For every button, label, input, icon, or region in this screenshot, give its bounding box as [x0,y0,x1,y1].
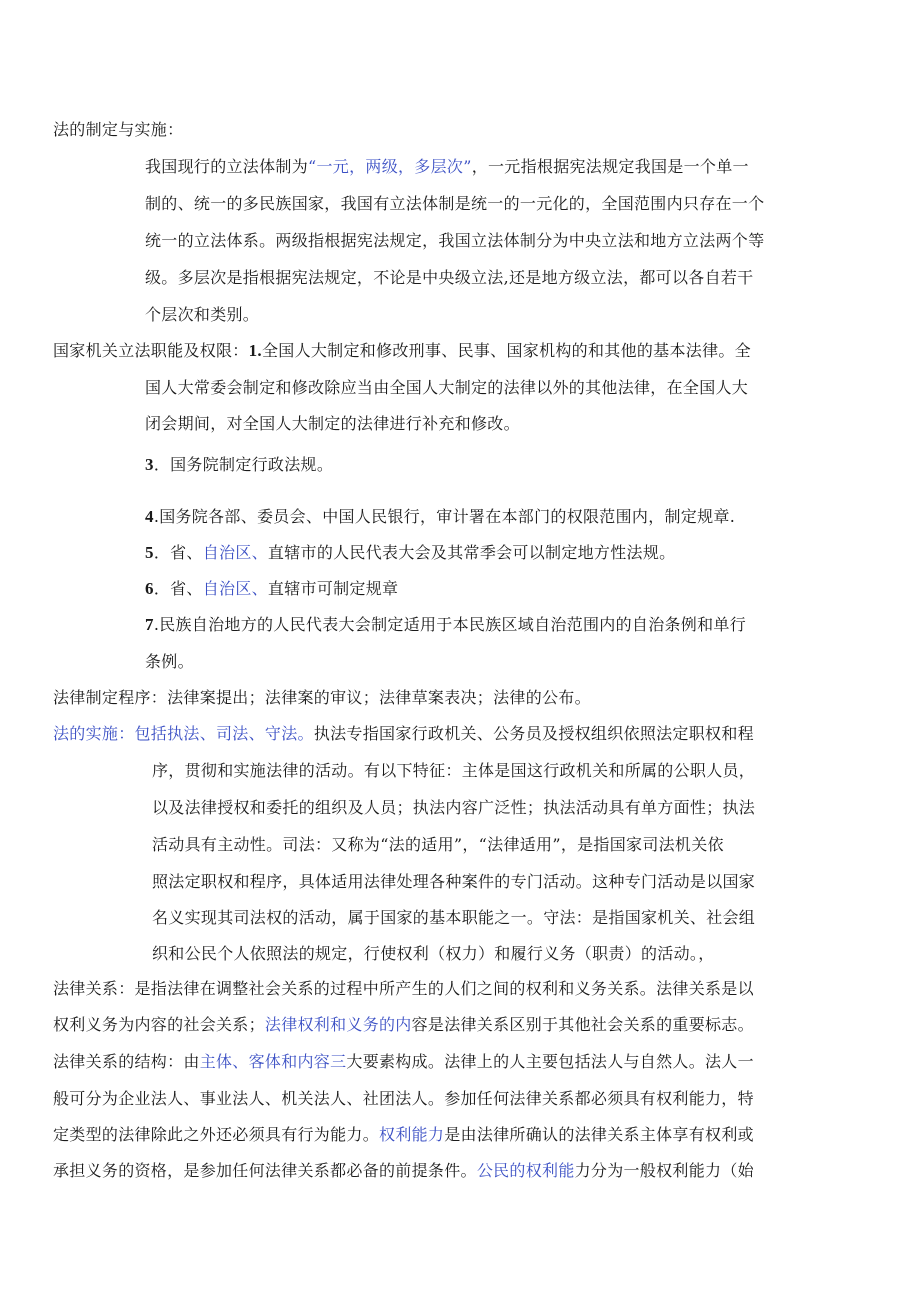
paragraph-line: 统一的立法体系。两级指根据宪法规定，我国立法体制分为中央立法和地方立法两个等 [145,231,765,250]
text-run: 定类型的法律除此之外还必须具有行为能力。 [53,1125,380,1144]
text-run: ．省、 [153,543,203,562]
powers-item-3 [145,455,333,475]
text-run: 我国现行的立法体制为 [145,157,309,176]
section-structure [53,1052,754,1072]
section-heading-legislation: 法的制定与实施： [53,120,184,139]
highlight-text: 法的实施：包括执法、司法、守法。 [53,724,314,743]
paragraph-line [53,1015,754,1035]
text-run: 直辖市可制定规章 [267,579,399,598]
text-run: 力分为一般权利能力（始 [574,1161,754,1180]
paragraph-line: 序，贯彻和实施法律的活动。有以下特征：主体是国这行政机关和所属的公职人员， [152,761,756,780]
powers-item-6 [145,579,398,599]
text-run: 权利义务为内容的社会关系； [53,1015,265,1034]
paragraph-line: 条例。 [145,652,194,671]
paragraph-line: 名义实现其司法权的活动，属于国家的基本职能之一。守法：是指国家机关、社会组 [152,908,756,927]
item-number: 3 [145,455,154,474]
section-procedure: 法律制定程序：法律案提出；法律案的审议；法律草案表决；法律的公布。 [53,688,591,707]
powers-item-1 [53,341,751,361]
powers-item-4 [145,507,735,527]
paragraph-line: 以及法律授权和委托的组织及人员；执法内容广泛性；执法活动具有单方面性；执法 [152,798,756,817]
text-run: 承担义务的资格，是参加任何法律关系都必备的前提条件。 [53,1161,477,1180]
text-run: 大要素构成。法律上的人主要包括法人与自然人。法人一 [346,1052,754,1071]
paragraph-line [145,157,749,177]
powers-item-5 [145,543,675,563]
paragraph-line: 制的、统一的多民族国家，我国有立法体制是统一的一元化的，全国范围内只存在一个 [145,194,765,213]
text-run: 执法专指国家行政机关、公务员及授权组织依照法定职权和程 [313,724,754,743]
highlight-text: 公民的权利能 [476,1161,575,1180]
section-implementation [53,724,754,744]
paragraph-line: 织和公民个人依照法的规定，行使权利（权力）和履行义务（职责）的活动。， [152,944,715,963]
text-run: 是由法律所确认的法律关系主体享有权利或 [444,1125,754,1144]
highlight-text: “一元，两级，多层次” [308,157,472,176]
item-text: .国务院各部、委员会、中国人民银行，审计署在本部门的权限范围内，制定规章. [153,507,736,526]
paragraph-line: 级。多层次是指根据宪法规定，不论是中央级立法,还是地方级立法，都可以各自若干 [145,268,754,287]
highlight-text: 法律权利和义务的内 [264,1015,412,1034]
highlight-text: 权利能力 [379,1125,445,1144]
paragraph-line [53,1125,754,1145]
highlight-text: 主体、客体和内容三 [199,1052,347,1071]
highlight-text: 自治区、 [202,543,268,562]
powers-item-7 [145,615,746,635]
item-number: 4 [145,507,154,526]
text-run: ．省、 [153,579,203,598]
paragraph-line: 国人大常委会制定和修改除应当由全国人大制定的法律以外的其他法律，在全国人大 [145,378,749,397]
item-text: ．国务院制定行政法规。 [153,455,334,474]
item-number: 5 [145,543,154,562]
section-lead: 国家机关立法职能及权限： [53,341,249,360]
text-run: 直辖市的人民代表大会及其常季会可以制定地方性法规。 [267,543,676,562]
paragraph-line [53,1161,754,1181]
paragraph-line: 个层次和类别。 [145,305,260,324]
item-number: 6 [145,579,154,598]
text-run: 法律关系的结构：由 [53,1052,200,1071]
text-run: ，一元指根据宪法规定我国是一个单一 [471,157,749,176]
text-run: 容是法律关系区别于其他社会关系的重要标志。 [411,1015,754,1034]
paragraph-line: 般可分为企业法人、事业法人、机关法人、社团法人。参加任何法律关系都必须具有权利能力，特 [53,1089,754,1108]
item-text: .民族自治地方的人民代表大会制定适用于本民族区域自治范围内的自治条例和单行 [153,615,746,634]
item-number: 1. [248,341,262,360]
highlight-text: 自治区、 [202,579,268,598]
section-relations: 法律关系：是指法律在调整社会关系的过程中所产生的人们之间的权利和义务关系。法律关系是以 [53,979,754,998]
paragraph-line: 照法定职权和程序，具体适用法律处理各种案件的专门活动。这种专门活动是以国家 [152,872,756,891]
paragraph-line: 活动具有主动性。司法：又称为“法的适用”，“法律适用”，是指国家司法机关依 [152,835,724,854]
item-number: 7 [145,615,154,634]
paragraph-line: 闭会期间，对全国人大制定的法律进行补充和修改。 [145,414,520,433]
item-text: 全国人大制定和修改刑事、民事、国家机构的和其他的基本法律。全 [261,341,751,360]
